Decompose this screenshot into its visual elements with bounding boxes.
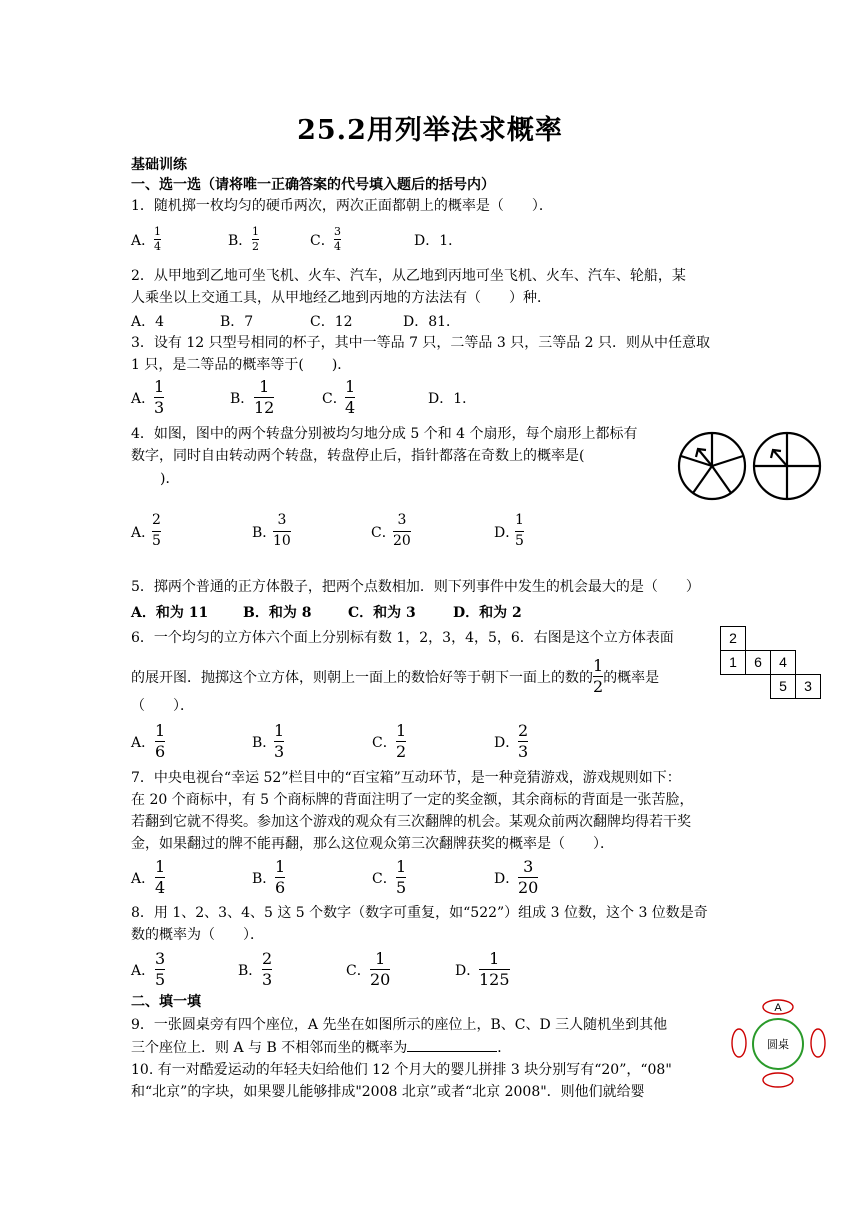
q4-option-a-fraction: 2 5 [152, 512, 161, 549]
net-cell: 5 [770, 674, 796, 699]
q1-option-b-label: B． [228, 233, 253, 249]
q1-option-c-label: C． [310, 233, 335, 249]
part-two-heading: 二、填一填 [131, 994, 201, 1010]
net-cell: 2 [720, 626, 746, 651]
seat-bottom [763, 1073, 793, 1087]
cube-net [720, 626, 824, 700]
question-6-line-2-text: 的展开图．抛掷这个立方体，则朝上一面上的数恰好等于朝下一面上的数的 [131, 670, 593, 686]
question-5: 5．掷两个普通的正方体骰子，把两个点数相加．则下列事件中发生的机会最大的是（ ） [131, 579, 700, 595]
q5-option-d: D．和为 2 [453, 605, 522, 621]
q6-option-b-label: B． [252, 735, 277, 751]
seat-label: A [774, 1002, 782, 1014]
question-3-line-2: 1 只，是二等品的概率等于( )． [131, 357, 352, 373]
question-1: 1．随机掷一枚均匀的硬币两次，两次正面都朝上的概率是（ ）． [131, 198, 553, 214]
q3-option-b-label: B． [230, 391, 255, 407]
q2-option-c: C．12 [310, 314, 353, 330]
q5-option-b: B．和为 8 [243, 605, 312, 621]
q1-option-d: D．1． [414, 233, 463, 249]
question-10-line-1: 10. 有一对酷爱运动的年轻夫妇给他们 12 个月大的婴儿拼排 3 块分别写有“20”，“08" [131, 1062, 672, 1078]
question-9-line-2-text: 三个座位上．则 A 与 B 不相邻而坐的概率为 [131, 1040, 408, 1056]
q5-option-a: A．和为 11 [131, 605, 209, 621]
q4-option-a-label: A． [131, 525, 156, 541]
q2-option-a: A．4 [131, 314, 165, 330]
question-8-line-2: 数的概率为（ ）． [131, 927, 264, 943]
seat-right [811, 1029, 825, 1057]
q6-option-d-fraction: 2 3 [518, 721, 529, 761]
question-6-line-3: （ ）． [131, 698, 194, 714]
q6-option-b-fraction: 1 3 [274, 721, 285, 761]
q1-option-a-fraction: 1 4 [154, 225, 161, 253]
q6-option-d-label: D． [494, 735, 520, 751]
q7-option-a-fraction: 1 4 [155, 857, 166, 897]
q8-option-a-label: A． [131, 963, 156, 979]
q7-option-a-label: A． [131, 871, 156, 887]
q5-option-c: C．和为 3 [348, 605, 416, 621]
q6-option-a-label: A． [131, 735, 156, 751]
q2-option-b: B．7 [220, 314, 254, 330]
q7-option-b-label: B． [252, 871, 277, 887]
q1-option-c-fraction: 3 4 [334, 225, 341, 253]
question-2-line-2: 人乘坐以上交通工具，从甲地经乙地到丙地的方法法有（ ）种． [131, 290, 551, 306]
q6-option-c-fraction: 1 2 [396, 721, 407, 761]
question-3-line-1: 3．设有 12 只型号相同的杯子，其中一等品 7 只，二等品 3 只，三等品 2 只．则从中任意取 [131, 335, 711, 351]
answer-blank[interactable] [407, 1037, 497, 1052]
q4-option-b-label: B． [252, 525, 277, 541]
q8-option-d-fraction: 1 125 [479, 949, 510, 989]
q3-option-d: D．1． [428, 391, 477, 407]
question-9-line-2 [131, 1037, 511, 1058]
q4-option-c-fraction: 3 20 [393, 512, 411, 549]
question-9-line-2-end: ． [497, 1040, 512, 1056]
q8-option-a-fraction: 3 5 [155, 949, 166, 989]
q7-option-b-fraction: 1 6 [275, 857, 286, 897]
q4-option-d-label: D． [494, 525, 520, 541]
q3-option-a-fraction: 1 3 [154, 377, 165, 417]
q8-option-b-fraction: 2 3 [262, 949, 273, 989]
q6-option-a-fraction: 1 6 [155, 721, 166, 761]
q1-option-b-fraction: 1 2 [252, 225, 259, 253]
question-7-line-1: 7．中央电视台“幸运 52”栏目中的“百宝箱”互动环节，是一种竞猜游戏，游戏规则如下： [131, 770, 681, 786]
question-4-line-2: 数字，同时自由转动两个转盘，转盘停止后，指针都落在奇数上的概率是( [131, 448, 585, 464]
q8-option-d-label: D． [455, 963, 481, 979]
question-7-line-3: 若翻到它就不得奖。参加这个游戏的观众有三次翻牌的机会。某观众前两次翻牌均得若干奖 [131, 814, 691, 830]
q8-option-c-label: C． [346, 963, 371, 979]
question-6-line-2 [131, 656, 660, 697]
q3-option-a-label: A． [131, 391, 156, 407]
q2-option-d: D．81． [403, 314, 461, 330]
q4-option-c-label: C． [371, 525, 396, 541]
section-heading: 基础训练 [131, 157, 187, 173]
q4-option-b-fraction: 3 10 [273, 512, 291, 549]
q1-option-a-label: A． [131, 233, 156, 249]
net-cell: 4 [770, 650, 796, 675]
seat-left [732, 1029, 746, 1057]
q6-inline-fraction: $\frac{1}{2}$ [593, 656, 604, 696]
q8-option-b-label: B． [238, 963, 263, 979]
question-2-line-1: 2．从甲地到乙地可坐飞机、火车、汽车，从乙地到丙地可坐飞机、火车、汽车、轮船，某 [131, 268, 686, 284]
q7-option-d-fraction: 3 20 [518, 857, 539, 897]
q6-option-c-label: C． [372, 735, 397, 751]
page-title: 25.2用列举法求概率 [297, 115, 563, 146]
q8-option-c-fraction: 1 20 [370, 949, 391, 989]
q7-option-c-fraction: 1 5 [396, 857, 407, 897]
net-cell: 6 [745, 650, 771, 675]
round-table-figure [726, 996, 830, 1090]
question-9-line-1: 9．一张圆桌旁有四个座位，A 先坐在如图所示的座位上，B、C、D 三人随机坐到其他 [131, 1017, 668, 1033]
q3-option-c-fraction: 1 4 [345, 377, 356, 417]
net-cell: 1 [720, 650, 746, 675]
q3-option-c-label: C． [322, 391, 347, 407]
spinner-four-sectors [754, 433, 820, 499]
question-6-line-2-end: 的概率是 [603, 670, 660, 686]
question-8-line-1: 8．用 1、2、3、4、5 这 5 个数字（数字可重复，如“522”）组成 3 位数，这个 3 位数是奇 [131, 905, 708, 921]
table-label: 圆桌 [767, 1038, 789, 1051]
question-4-line-1: 4．如图，图中的两个转盘分别被均匀地分成 5 个和 4 个扇形，每个扇形上都标有 [131, 426, 638, 442]
q7-option-d-label: D． [494, 871, 520, 887]
q3-option-b-fraction: 1 12 [254, 377, 275, 417]
q7-option-c-label: C． [372, 871, 397, 887]
question-6-line-1: 6．一个均匀的立方体六个面上分别标有数 1，2，3，4，5，6．右图是这个立方体表面 [131, 630, 674, 646]
question-10-line-2: 和“北京”的字块，如果婴儿能够排成"2008 北京”或者“北京 2008"．则他们就给婴 [131, 1084, 645, 1100]
spinner-five-sectors [679, 433, 745, 499]
part-one-heading: 一、选一选（请将唯一正确答案的代号填入题后的括号内） [131, 177, 495, 193]
question-7-line-2: 在 20 个商标中，有 5 个商标牌的背面注明了一定的奖金额，其余商标的背面是一张苦脸， [131, 792, 694, 808]
net-cell: 3 [795, 674, 821, 699]
q4-option-d-fraction: 1 5 [515, 512, 524, 549]
spinners-figure [676, 430, 826, 502]
question-4-line-3: )． [160, 471, 180, 487]
question-7-line-4: 金，如果翻过的牌不能再翻，那么这位观众第三次翻牌获奖的概率是（ ）． [131, 836, 614, 852]
